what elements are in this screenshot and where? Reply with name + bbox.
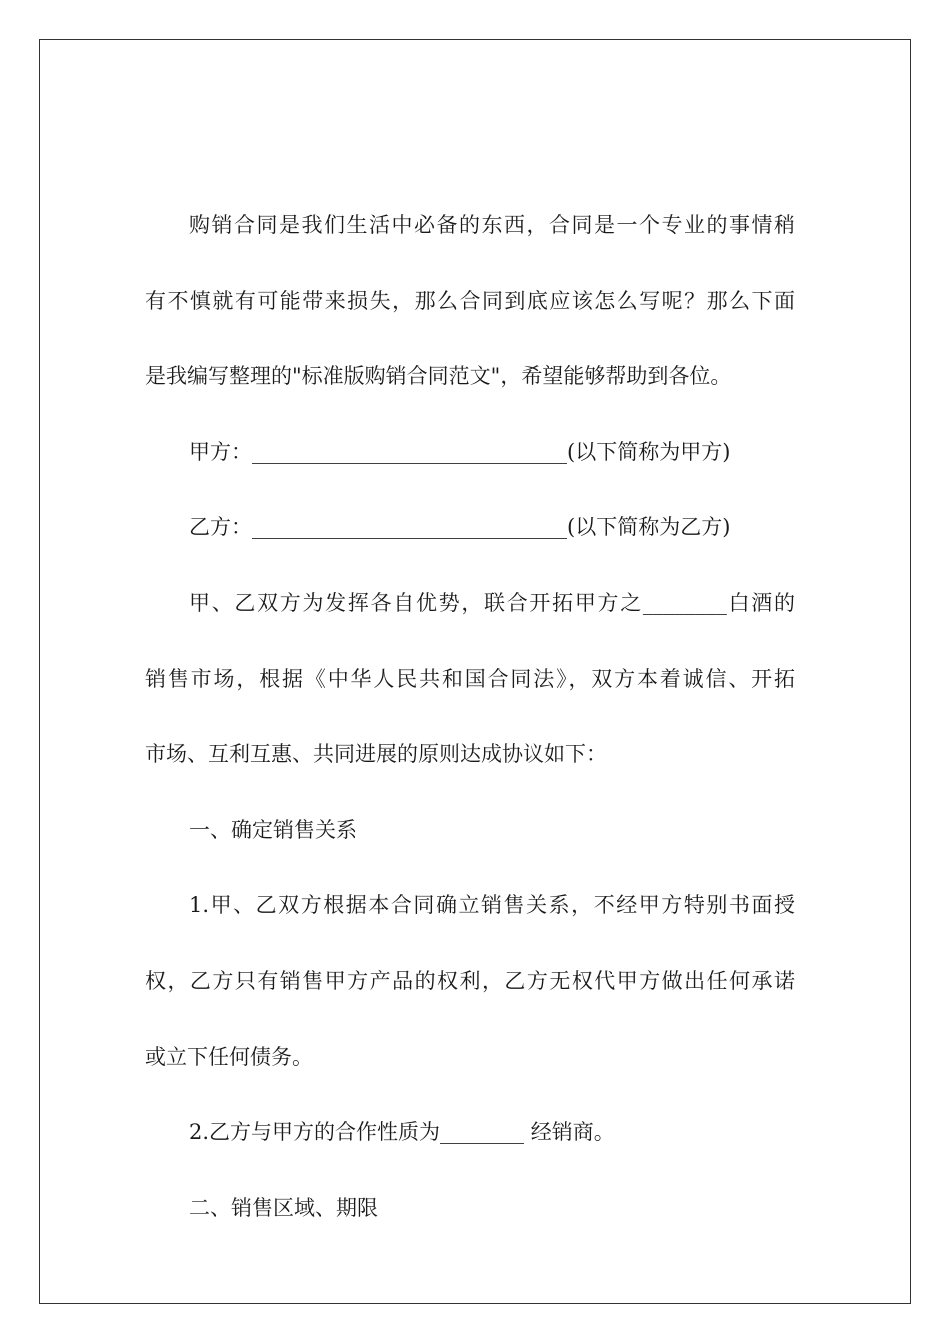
clause-2-line: 2.乙方与甲方的合作性质为________ 经销商。: [189, 1120, 615, 1145]
clause-1-line-3: 或立下任何债务。: [145, 1044, 313, 1069]
intro-paragraph-line-3: 是我编写整理的"标准版购销合同范文"，希望能够帮助到各位。: [145, 364, 732, 389]
section-heading-2: 二、销售区域、期限: [189, 1195, 378, 1220]
document-body: [145, 205, 795, 1263]
preamble-line-2: 销售市场，根据《中华人民共和国合同法》，双方本着诚信、开拓: [145, 666, 795, 691]
section-heading-1: 一、确定销售关系: [189, 817, 357, 842]
party-a-line: 甲方：______________________________(以下简称为甲方): [189, 439, 731, 464]
preamble-line-1: 甲、乙双方为发挥各自优势，联合开拓甲方之________白酒的: [189, 590, 795, 615]
clause-1-line-1: 1.甲、乙双方根据本合同确立销售关系，不经甲方特别书面授: [189, 893, 795, 918]
intro-paragraph-line-1: 购销合同是我们生活中必备的东西，合同是一个专业的事情稍: [189, 213, 795, 237]
clause-1-line-2: 权，乙方只有销售甲方产品的权利，乙方无权代甲方做出任何承诺: [145, 968, 795, 993]
intro-paragraph-line-2: 有不慎就有可能带来损失，那么合同到底应该怎么写呢？那么下面: [145, 288, 795, 313]
party-b-line: 乙方：______________________________(以下简称为乙方): [189, 515, 731, 540]
preamble-line-3: 市场、互利互惠、共同进展的原则达成协议如下：: [145, 742, 607, 767]
